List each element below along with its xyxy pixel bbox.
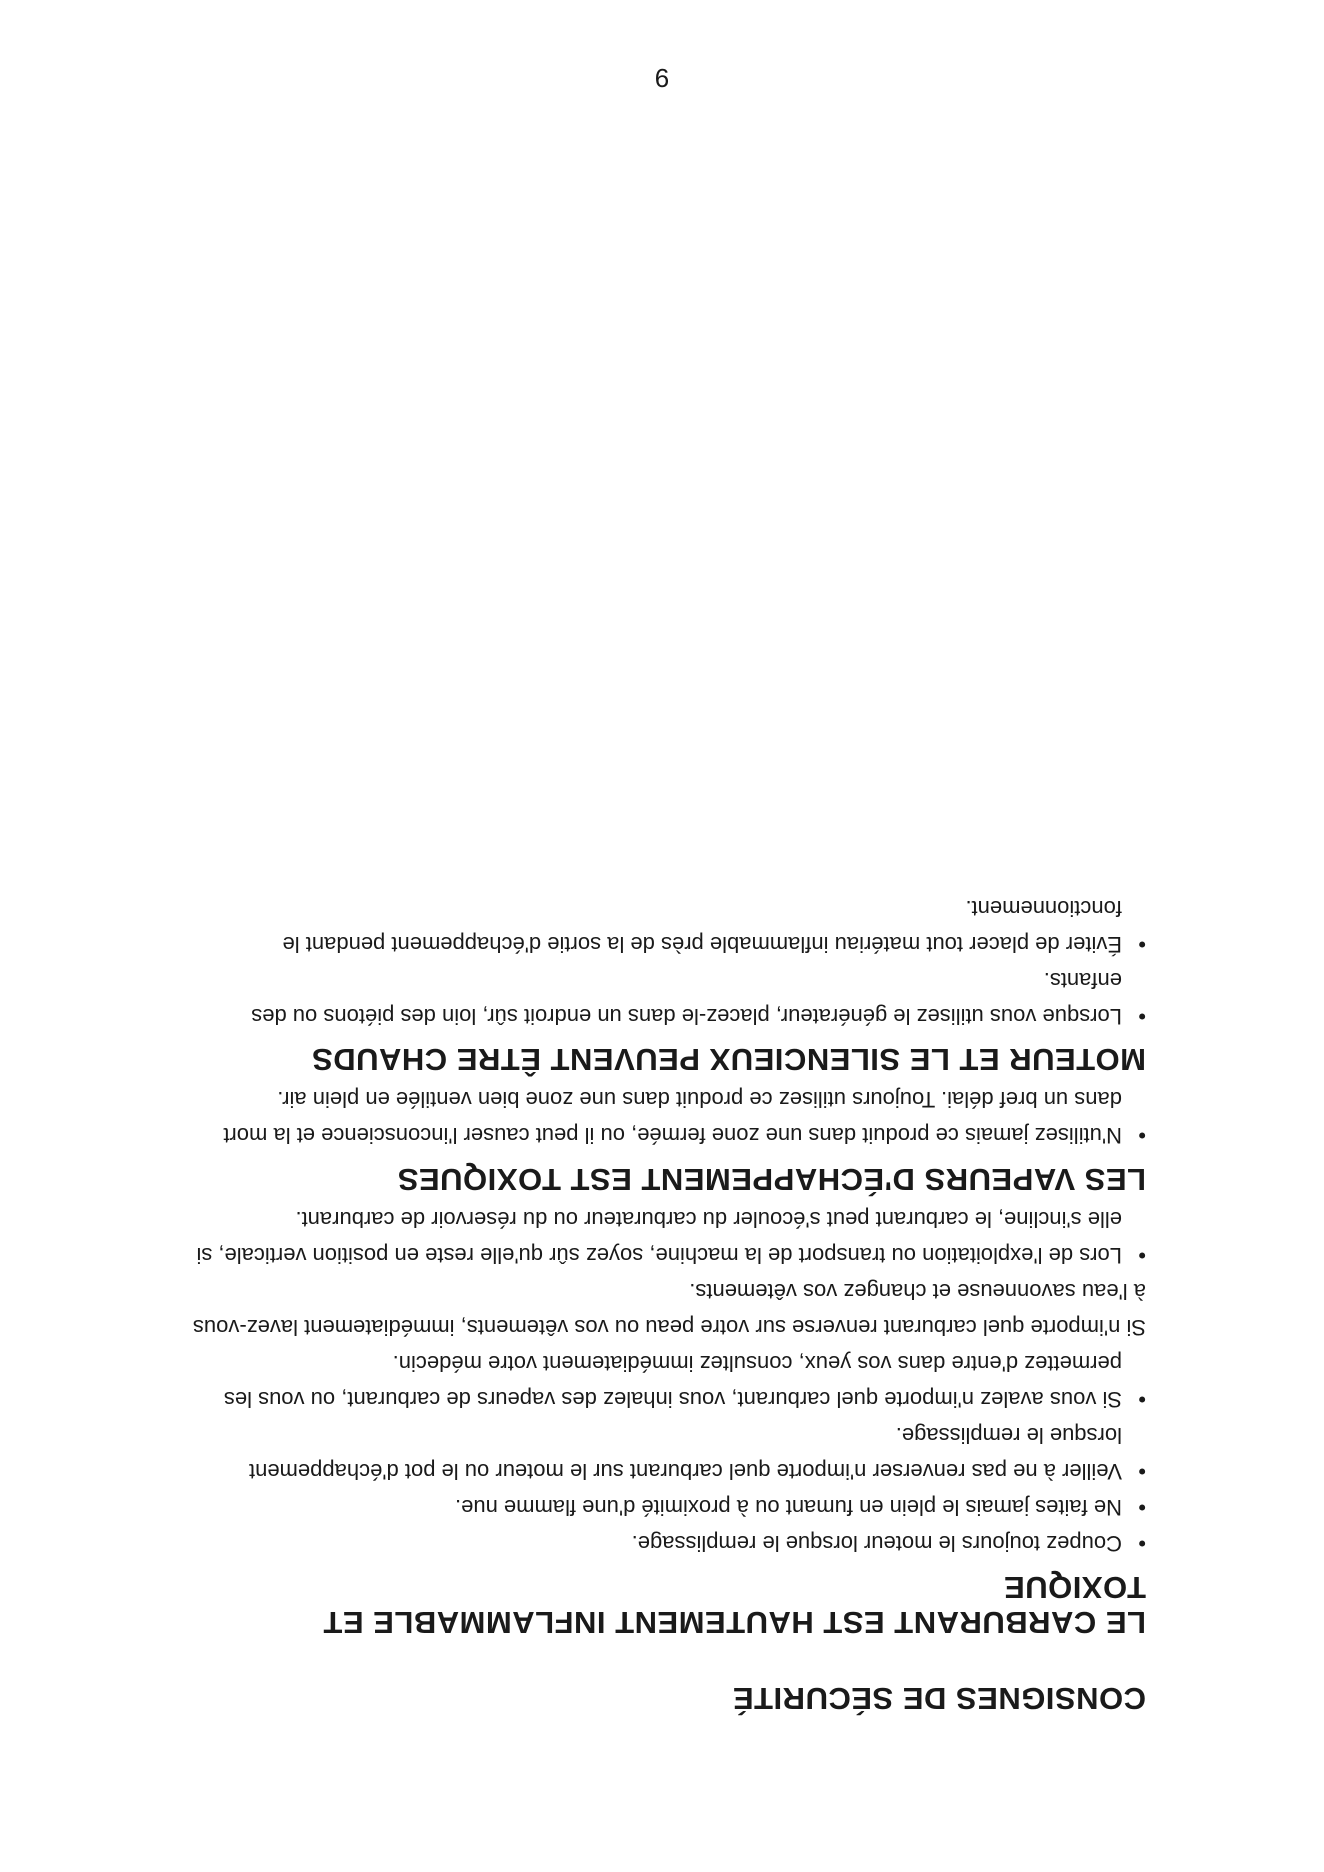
- bullet-list: [176, 1081, 1146, 1153]
- section-title: MOTEUR ET LE SILENCIEUX PEUVENT ÊTRE CHAUDS: [311, 1042, 1146, 1078]
- list-item: • Si vous avalez n'importe quel carburant, vous inhalez des vapeurs de carburant, ou vous les permettez d'entre dans vos yeux, consultez immédiatement votre médecin. Si n'importe quel carburant renverse sur votre peau ou vos vêtements, immédiatement lavez-vous à l'eau savonneuse et changez vos vêtements.: [176, 1273, 1146, 1417]
- section-exhaust: [176, 1081, 1146, 1197]
- bullet-list: [176, 890, 1146, 1034]
- list-item: • Coupez toujours le moteur lorsque le remplissage.: [176, 1525, 1146, 1561]
- list-item: • Lorsque vous utilisez le générateur, placez-le dans un endroit sûr, loin des piétons ou des enfants.: [176, 962, 1146, 1034]
- list-item: • N'utilisez jamais ce produit dans une zone fermée, ou il peut causer l'inconscience et la mort dans un bref délai. Toujours utilisez ce produit dans une zone bien ventilée en plein air.: [176, 1081, 1146, 1153]
- section-fuel: [176, 1201, 1146, 1640]
- section-hot-engine: [176, 890, 1146, 1078]
- list-item: • Ne faites jamais le plein en fumant ou à proximité d'une flamme nue.: [176, 1489, 1146, 1525]
- page-number: 9: [654, 63, 670, 93]
- page-title: CONSIGNES DE SÉCURITÉ: [732, 1681, 1146, 1716]
- list-item: • Veiller à ne pas renverser n'importe quel carburant sur le moteur ou le pot d'échappement lorsque le remplissage.: [176, 1417, 1146, 1489]
- bullet-list: [176, 1201, 1146, 1561]
- section-title: LE CARBURANT EST HAUTEMENT INFLAMMABLE ET TOXIQUE: [322, 1569, 1146, 1641]
- list-item: • Éviter de placer tout matériau inflammable près de la sortie d'échappement pendant le fonctionnement.: [176, 890, 1146, 962]
- list-item: • Lors de l'exploitation ou transport de la machine, soyez sûr qu'elle reste en position verticale, si elle s'incline, le carburant peut s'écouler du carburateur ou du réservoir de carburant.: [176, 1201, 1146, 1273]
- page-content: [176, 886, 1146, 1716]
- list-item-continuation: Si n'importe quel carburant renverse sur votre peau ou vos vêtements, immédiatement lavez-vous à l'eau savonneuse et changez vos vêtements.: [192, 1279, 1146, 1341]
- section-title: LES VAPEURS D'ÉCHAPPEMENT EST TOXIQUES: [397, 1162, 1146, 1198]
